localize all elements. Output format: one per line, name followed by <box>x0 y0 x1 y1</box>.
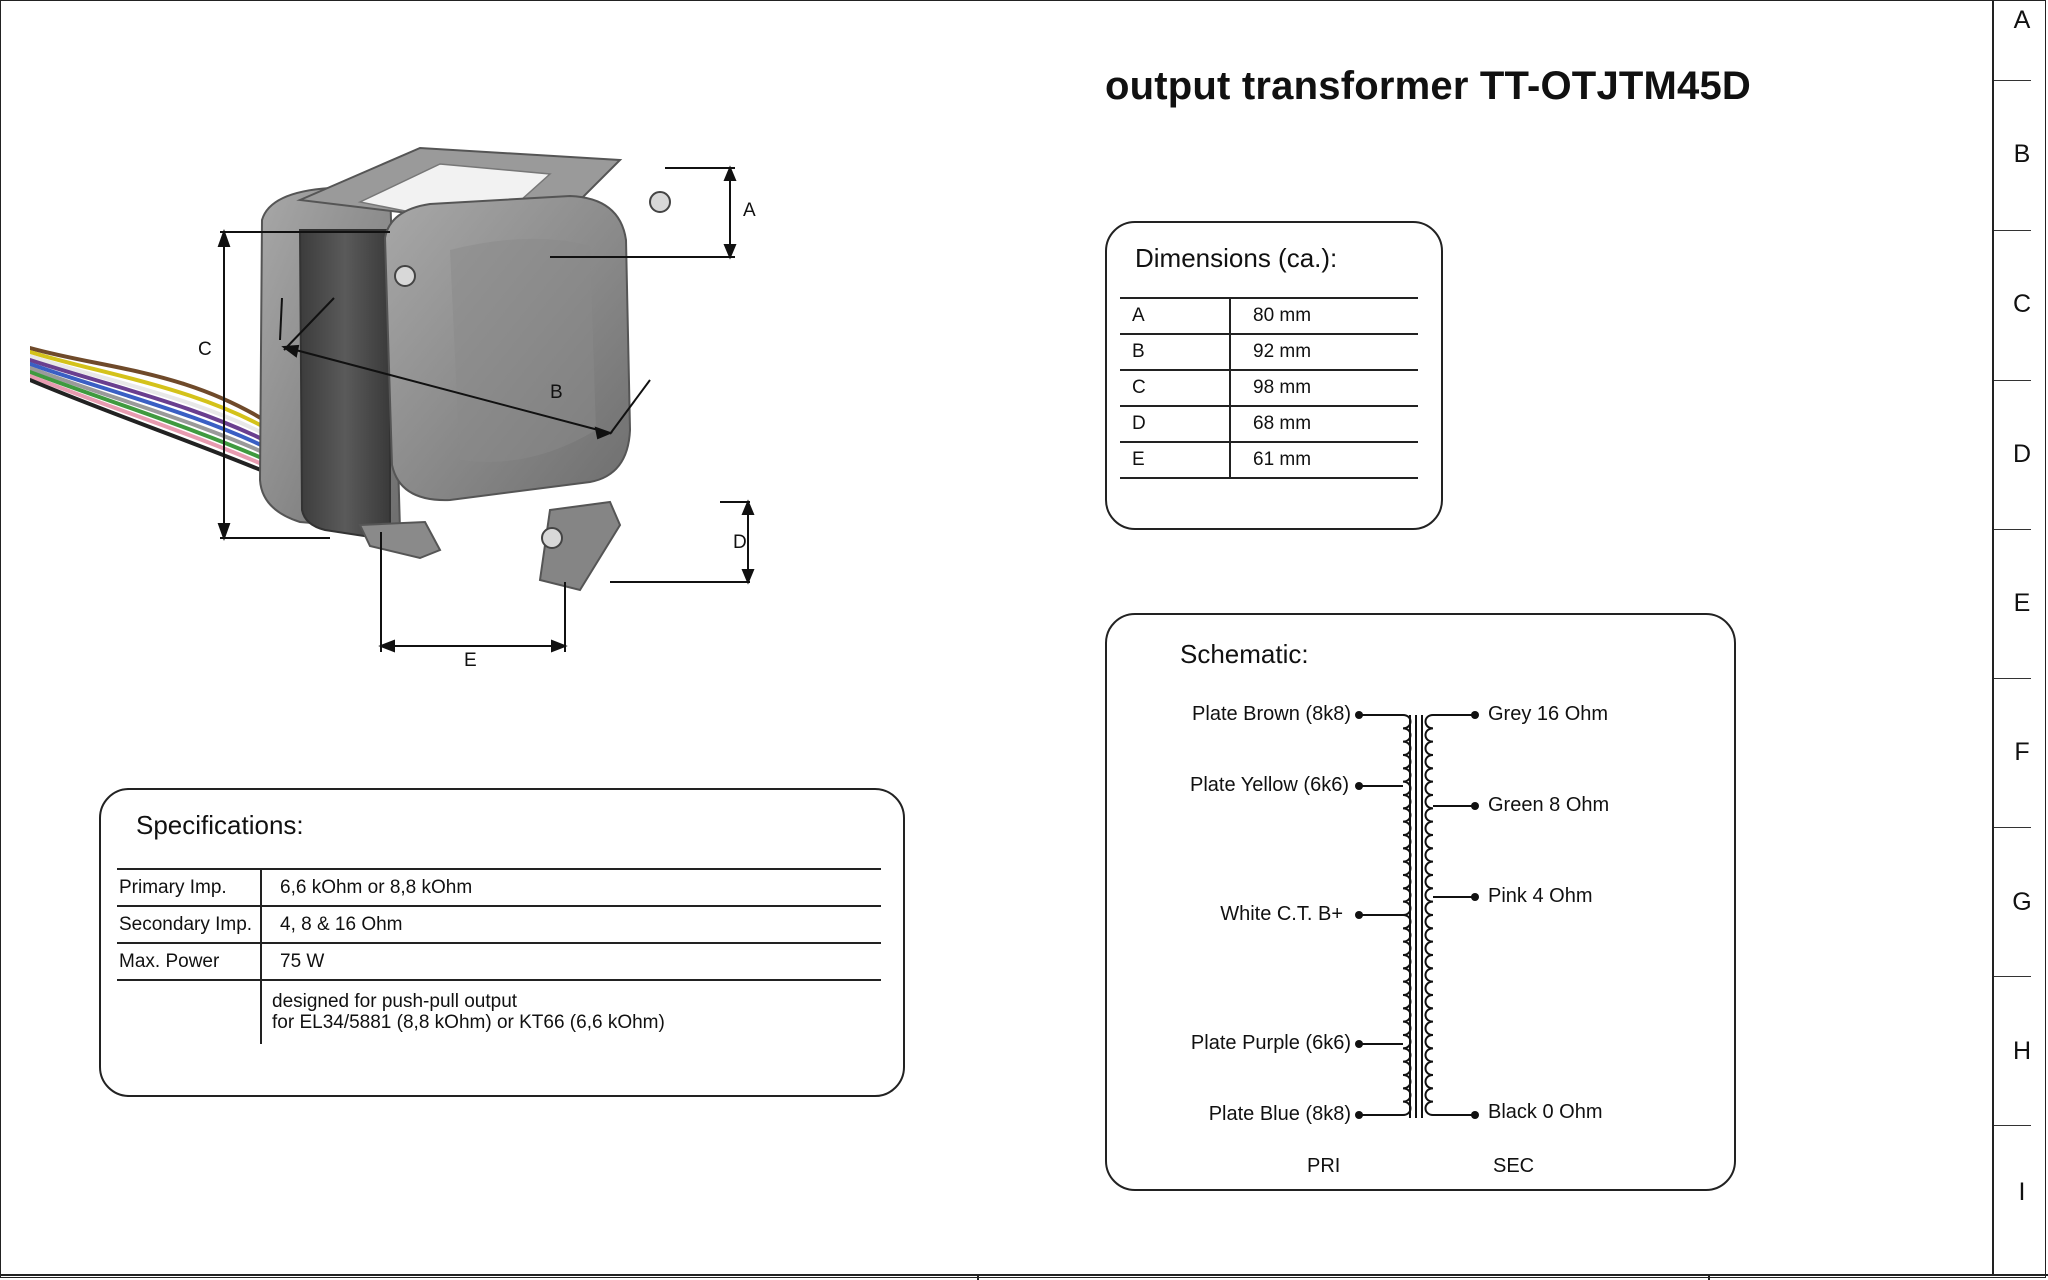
terminal-dot <box>1355 782 1363 790</box>
spec-key: Secondary Imp. <box>117 906 261 943</box>
bottom-frame-tick <box>977 1274 979 1280</box>
dimension-key: D <box>1120 406 1230 442</box>
dimension-value: 92 mm <box>1230 334 1418 370</box>
primary-tap-label: Plate Brown (8k8) <box>1192 703 1351 725</box>
dimension-key: B <box>1120 334 1230 370</box>
table-row <box>1120 298 1418 334</box>
dimensions-heading: Dimensions (ca.): <box>1135 243 1338 273</box>
bottom-frame-line <box>0 1274 2048 1276</box>
terminal-dot <box>1355 911 1363 919</box>
primary-side-label: PRI <box>1307 1155 1341 1177</box>
secondary-tap-label: Grey 16 Ohm <box>1488 703 1609 725</box>
terminal-dot <box>1471 893 1479 901</box>
spec-value: 4, 8 & 16 Ohm <box>261 906 881 943</box>
table-row <box>1120 406 1418 442</box>
dimension-value: 98 mm <box>1230 370 1418 406</box>
specifications-table <box>117 868 881 1044</box>
schematic-heading: Schematic: <box>1180 639 1309 669</box>
specifications-heading: Specifications: <box>136 810 304 840</box>
zone-label-d: D <box>2012 440 2032 468</box>
secondary-side-label: SEC <box>1493 1155 1535 1177</box>
terminal-dot <box>1471 802 1479 810</box>
screw-icon <box>395 266 415 286</box>
zone-label-e: E <box>2013 589 2031 617</box>
dimension-value: 61 mm <box>1230 442 1418 478</box>
zone-divider <box>1994 380 2031 381</box>
zone-label-a: A <box>2013 6 2031 34</box>
screw-icon <box>650 192 670 212</box>
spec-key-empty <box>117 980 261 1044</box>
dimension-label-c: C <box>198 339 212 360</box>
zone-divider <box>1994 529 2031 530</box>
primary-tap-label: Plate Yellow (6k6) <box>1190 774 1349 796</box>
dimension-value: 80 mm <box>1230 298 1418 334</box>
dimension-value: 68 mm <box>1230 406 1418 442</box>
dimensions-panel <box>1105 221 1443 530</box>
zone-divider <box>1994 230 2031 231</box>
table-row <box>1120 442 1418 478</box>
zone-label-b: B <box>2013 140 2031 168</box>
dimension-label-b: B <box>550 382 563 403</box>
zone-label-h: H <box>2012 1037 2032 1065</box>
zone-column <box>1992 0 2048 1275</box>
table-row <box>117 906 881 943</box>
table-row <box>117 869 881 906</box>
spec-note <box>261 980 881 1044</box>
primary-tap-label: Plate Blue (8k8) <box>1208 1103 1351 1125</box>
zone-label-c: C <box>2012 290 2032 318</box>
screw-icon <box>542 528 562 548</box>
zone-divider <box>1994 827 2031 828</box>
zone-divider <box>1994 678 2031 679</box>
spec-note-line: for EL34/5881 (8,8 kOhm) or KT66 (6,6 kOhm) <box>272 1012 665 1033</box>
spec-value: 6,6 kOhm or 8,8 kOhm <box>261 869 881 906</box>
spec-key: Max. Power <box>117 943 261 980</box>
terminal-dot <box>1355 1040 1363 1048</box>
secondary-winding <box>1426 715 1434 1115</box>
bottom-frame-tick <box>1708 1274 1710 1280</box>
bell-shading <box>450 239 596 462</box>
spec-note-line: designed for push-pull output <box>272 991 518 1012</box>
laminated-core <box>300 230 390 540</box>
dimension-label-e: E <box>464 650 477 671</box>
lead-wires <box>30 348 280 478</box>
zone-label-i: I <box>2018 1178 2026 1206</box>
primary-tap-label: Plate Purple (6k6) <box>1190 1032 1351 1054</box>
mounting-foot <box>360 522 440 558</box>
page-title: output transformer TT-OTJTM45D <box>1105 64 1752 108</box>
terminal-dot <box>1471 1111 1479 1119</box>
table-row <box>117 943 881 980</box>
spec-value: 75 W <box>261 943 881 980</box>
zone-divider <box>1994 80 2031 81</box>
terminal-dot <box>1471 711 1479 719</box>
terminal-dot <box>1355 1111 1363 1119</box>
dimension-label-a: A <box>743 200 756 221</box>
specifications-panel <box>99 788 905 1097</box>
spec-key: Primary Imp. <box>117 869 261 906</box>
primary-tap-label: White C.T. B+ <box>1220 903 1343 925</box>
secondary-tap-label: Black 0 Ohm <box>1488 1101 1603 1123</box>
table-row <box>1120 334 1418 370</box>
zone-divider <box>1994 976 2031 977</box>
schematic-diagram <box>1107 615 1738 1193</box>
transformer-illustration <box>30 130 790 690</box>
dimension-key: E <box>1120 442 1230 478</box>
terminal-dot <box>1355 711 1363 719</box>
dimension-key: A <box>1120 298 1230 334</box>
table-row <box>1120 370 1418 406</box>
dimension-label-d: D <box>733 532 747 553</box>
secondary-tap-label: Green 8 Ohm <box>1488 794 1610 816</box>
zone-label-f: F <box>2014 738 2030 766</box>
zone-divider <box>1994 1125 2031 1126</box>
dimensions-table <box>1120 297 1418 479</box>
secondary-tap-label: Pink 4 Ohm <box>1488 885 1593 907</box>
dimension-key: C <box>1120 370 1230 406</box>
table-row <box>117 980 881 1044</box>
schematic-panel <box>1105 613 1736 1191</box>
zone-label-g: G <box>2012 888 2032 916</box>
